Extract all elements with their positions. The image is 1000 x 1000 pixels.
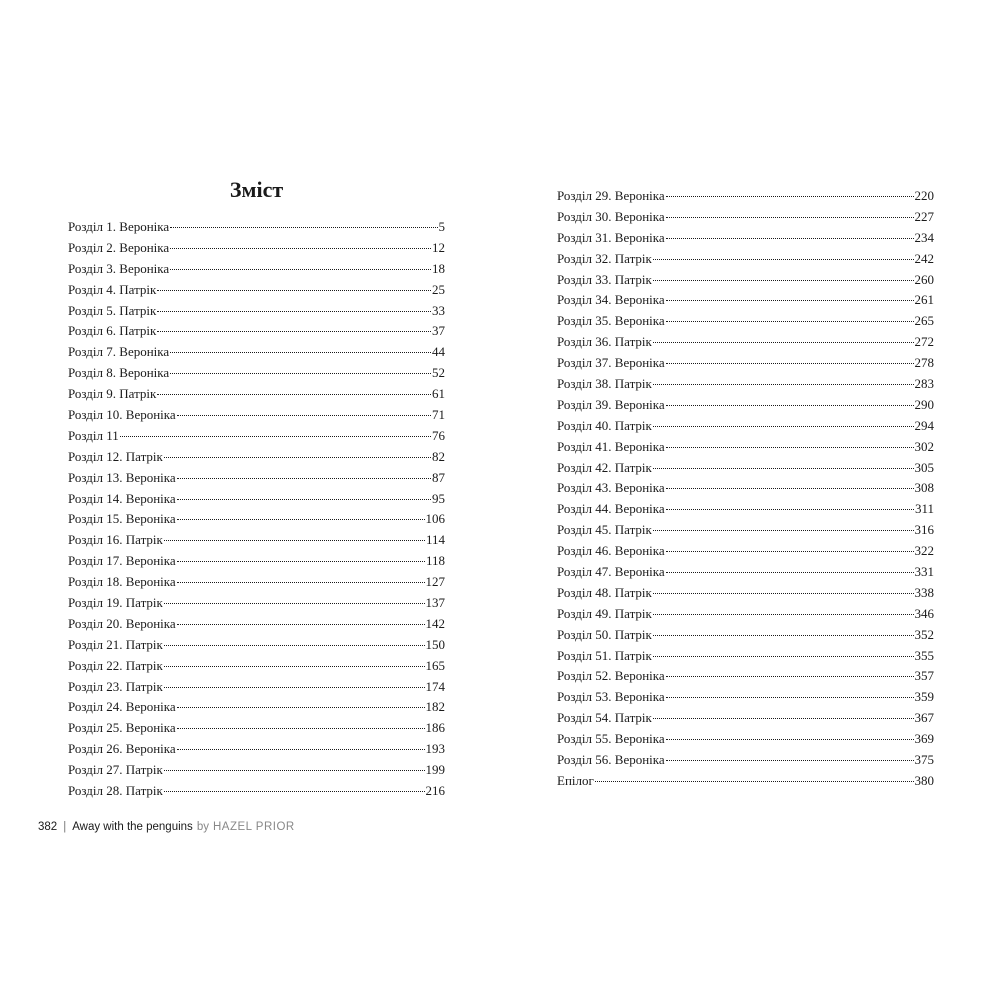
toc-entry-label: Розділ 56. Вероніка <box>557 752 665 768</box>
toc-entry <box>68 635 445 656</box>
toc-dot-leader <box>666 446 914 448</box>
toc-entry <box>68 760 445 781</box>
toc-entry <box>557 416 934 437</box>
toc-entry-page: 357 <box>914 668 934 684</box>
toc-entry <box>68 238 445 259</box>
toc-entry <box>68 259 445 280</box>
toc-dot-leader <box>666 487 914 489</box>
toc-entry <box>557 478 934 499</box>
toc-dot-leader <box>177 518 425 520</box>
toc-entry-label: Розділ 38. Патрік <box>557 376 652 392</box>
toc-entry-page: 322 <box>914 543 934 559</box>
toc-dot-leader <box>653 613 914 615</box>
toc-entry-page: 369 <box>914 731 934 747</box>
toc-entry-label: Розділ 42. Патрік <box>557 459 652 475</box>
toc-dot-leader <box>666 216 914 218</box>
toc-entry-page: 18 <box>432 260 445 276</box>
toc-entry <box>557 583 934 604</box>
toc-entry-page: 352 <box>914 626 934 642</box>
toc-dot-leader <box>177 748 425 750</box>
toc-entry-label: Розділ 45. Патрік <box>557 522 652 538</box>
footer-by: by <box>196 821 209 833</box>
toc-entry-label: Розділ 54. Патрік <box>557 710 652 726</box>
toc-entry-label: Розділ 40. Патрік <box>557 417 652 433</box>
toc-entry-page: 5 <box>438 219 445 234</box>
toc-dot-leader <box>653 717 914 719</box>
toc-entry <box>68 718 445 739</box>
toc-entry-label: Розділ 30. Вероніка <box>557 208 665 224</box>
toc-dot-leader <box>653 258 914 260</box>
toc-entry <box>68 384 445 405</box>
footer-author: HAZEL PRIOR <box>212 821 295 833</box>
toc-entry-page: 186 <box>425 720 445 736</box>
toc-dot-leader <box>653 341 914 343</box>
toc-entry <box>68 447 445 468</box>
toc-entry <box>557 332 934 353</box>
toc-entry <box>557 750 934 771</box>
toc-dot-leader <box>666 362 914 364</box>
toc-entry <box>557 228 934 249</box>
toc-entry-label: Розділ 23. Патрік <box>68 678 163 694</box>
toc-entry-label: Розділ 19. Патрік <box>68 595 163 611</box>
toc-dot-leader <box>177 477 431 479</box>
toc-entry <box>557 499 934 520</box>
toc-entry-label: Розділ 18. Вероніка <box>68 574 176 590</box>
toc-entry-page: 182 <box>425 699 445 715</box>
toc-entry-label: Розділ 49. Патрік <box>557 605 652 621</box>
toc-entry <box>557 646 934 667</box>
toc-entry <box>68 551 445 572</box>
toc-entry-label: Розділ 5. Патрік <box>68 302 157 318</box>
toc-entry-page: 150 <box>425 636 445 652</box>
toc-dot-leader <box>164 665 425 667</box>
toc-entry-page: 294 <box>914 417 934 433</box>
toc-entry <box>68 426 445 447</box>
toc-entry <box>557 270 934 291</box>
toc-entry-label: Розділ 44. Вероніка <box>557 501 665 517</box>
toc-entry <box>68 489 445 510</box>
toc-entry-page: 283 <box>914 376 934 392</box>
toc-entry <box>557 687 934 708</box>
toc-dot-leader <box>164 686 425 688</box>
toc-entry-page: 216 <box>425 783 445 799</box>
toc-dot-leader <box>177 414 431 416</box>
toc-dot-leader <box>177 498 431 500</box>
toc-dot-leader <box>666 299 914 301</box>
toc-dot-leader <box>653 279 914 281</box>
toc-dot-leader <box>653 383 914 385</box>
toc-entry-label: Розділ 27. Патрік <box>68 762 163 778</box>
toc-entry-label: Розділ 34. Вероніка <box>557 292 665 308</box>
toc-entry-label: Епілог <box>557 772 594 788</box>
toc-entry-page: 106 <box>425 511 445 527</box>
toc-entry <box>557 729 934 750</box>
toc-dot-leader <box>157 330 431 332</box>
toc-entry-label: Розділ 26. Вероніка <box>68 741 176 757</box>
toc-entry-page: 137 <box>425 595 445 611</box>
toc-entry-label: Розділ 11 <box>68 427 119 443</box>
toc-entry-page: 220 <box>914 188 934 203</box>
toc-dot-leader <box>666 759 914 761</box>
toc-entry-page: 375 <box>914 752 934 768</box>
toc-dot-leader <box>666 404 914 406</box>
toc-entry-page: 346 <box>914 605 934 621</box>
toc-entry-label: Розділ 15. Вероніка <box>68 511 176 527</box>
toc-dot-leader <box>595 780 914 782</box>
toc-entry-label: Розділ 17. Вероніка <box>68 553 176 569</box>
toc-entry-page: 44 <box>432 344 445 360</box>
toc-entry-page: 305 <box>914 459 934 475</box>
toc-dot-leader <box>666 508 914 510</box>
toc-entry <box>68 509 445 530</box>
toc-entry-label: Розділ 39. Вероніка <box>557 396 665 412</box>
toc-entry-page: 234 <box>914 229 934 245</box>
toc-entry-label: Розділ 16. Патрік <box>68 532 163 548</box>
toc-entry-label: Розділ 12. Патрік <box>68 448 163 464</box>
toc-entry-page: 359 <box>914 689 934 705</box>
toc-entry-page: 82 <box>432 448 445 464</box>
toc-dot-leader <box>666 738 914 740</box>
toc-entry-page: 265 <box>914 313 934 329</box>
toc-entry-label: Розділ 37. Вероніка <box>557 355 665 371</box>
toc-entry-page: 61 <box>432 386 445 402</box>
toc-entry <box>557 458 934 479</box>
toc-dot-leader <box>157 393 431 395</box>
toc-entry-page: 242 <box>914 250 934 266</box>
toc-entry-label: Розділ 13. Вероніка <box>68 469 176 485</box>
toc-entry-page: 25 <box>432 281 445 297</box>
toc-entry <box>557 374 934 395</box>
toc-entry-label: Розділ 33. Патрік <box>557 271 652 287</box>
toc-entry <box>68 405 445 426</box>
toc-entry <box>557 666 934 687</box>
toc-entry-label: Розділ 47. Вероніка <box>557 564 665 580</box>
toc-entry <box>557 311 934 332</box>
toc-entry <box>68 656 445 677</box>
toc-entry-page: 338 <box>914 584 934 600</box>
toc-entry-label: Розділ 21. Патрік <box>68 636 163 652</box>
toc-entry-page: 193 <box>425 741 445 757</box>
toc-entry <box>68 697 445 718</box>
toc-entry-page: 52 <box>432 365 445 381</box>
toc-entry-label: Розділ 55. Вероніка <box>557 731 665 747</box>
toc-dot-leader <box>653 425 914 427</box>
toc-entry-page: 71 <box>432 407 445 423</box>
toc-entry-label: Розділ 51. Патрік <box>557 647 652 663</box>
toc-dot-leader <box>157 310 431 312</box>
toc-entry-label: Розділ 48. Патрік <box>557 584 652 600</box>
footer-separator: | <box>63 821 67 833</box>
toc-entry <box>68 468 445 489</box>
toc-entry-page: 331 <box>914 564 934 580</box>
toc-entry-label: Розділ 7. Вероніка <box>68 344 170 360</box>
toc-dot-leader <box>177 727 425 729</box>
toc-entry-label: Розділ 41. Вероніка <box>557 438 665 454</box>
toc-dot-leader <box>177 581 425 583</box>
toc-entry-page: 12 <box>432 239 445 255</box>
toc-dot-leader <box>164 602 425 604</box>
toc-entry-label: Розділ 6. Патрік <box>68 323 157 339</box>
toc-entry-page: 278 <box>914 355 934 371</box>
toc-entry <box>68 530 445 551</box>
toc-entry-label: Розділ 1. Вероніка <box>68 219 170 234</box>
toc-entry-page: 311 <box>914 501 934 517</box>
toc-entry-page: 87 <box>432 469 445 485</box>
toc-entry <box>557 395 934 416</box>
toc-entry-page: 165 <box>425 657 445 673</box>
toc-dot-leader <box>666 320 914 322</box>
toc-entry-label: Розділ 24. Вероніка <box>68 699 176 715</box>
toc-entry-label: Розділ 25. Вероніка <box>68 720 176 736</box>
toc-dot-leader <box>170 268 431 270</box>
toc-dot-leader <box>177 560 425 562</box>
toc-entry <box>557 708 934 729</box>
toc-entry-label: Розділ 50. Патрік <box>557 626 652 642</box>
toc-entry-page: 33 <box>432 302 445 318</box>
toc-entry <box>68 342 445 363</box>
toc-entry <box>68 677 445 698</box>
toc-entry-page: 76 <box>432 427 445 443</box>
toc-entry-label: Розділ 4. Патрік <box>68 281 157 297</box>
toc-dot-leader <box>653 592 914 594</box>
toc-dot-leader <box>170 372 431 374</box>
toc-dot-leader <box>666 675 914 677</box>
toc-dot-leader <box>157 289 431 291</box>
toc-entry-page: 367 <box>914 710 934 726</box>
toc-entry <box>557 771 934 792</box>
toc-dot-leader <box>666 696 914 698</box>
toc-entry-page: 199 <box>425 762 445 778</box>
toc-entry <box>557 249 934 270</box>
page-title: Зміст <box>229 177 284 202</box>
toc-dot-leader <box>164 790 425 792</box>
toc-entry <box>557 353 934 374</box>
toc-entry-label: Розділ 52. Вероніка <box>557 668 665 684</box>
toc-entry <box>557 562 934 583</box>
toc-entry-label: Розділ 46. Вероніка <box>557 543 665 559</box>
toc-right-column <box>557 186 934 792</box>
toc-entry-page: 114 <box>425 532 445 548</box>
toc-entry <box>557 290 934 311</box>
toc-entry-page: 95 <box>432 490 445 506</box>
toc-entry-label: Розділ 53. Вероніка <box>557 689 665 705</box>
toc-entry-label: Розділ 3. Вероніка <box>68 260 170 276</box>
toc-entry-page: 272 <box>914 334 934 350</box>
toc-entry-page: 142 <box>425 615 445 631</box>
toc-dot-leader <box>164 769 425 771</box>
toc-entry-label: Розділ 32. Патрік <box>557 250 652 266</box>
toc-entry <box>68 614 445 635</box>
toc-entry-page: 290 <box>914 396 934 412</box>
toc-entry-label: Розділ 36. Патрік <box>557 334 652 350</box>
toc-entry-label: Розділ 35. Вероніка <box>557 313 665 329</box>
toc-dot-leader <box>170 226 437 228</box>
toc-entry-label: Розділ 28. Патрік <box>68 783 163 799</box>
toc-dot-leader <box>666 571 914 573</box>
toc-dot-leader <box>653 529 914 531</box>
toc-entry-page: 308 <box>914 480 934 496</box>
toc-entry <box>68 363 445 384</box>
toc-dot-leader <box>666 195 914 197</box>
toc-entry <box>68 217 445 238</box>
toc-entry-label: Розділ 20. Вероніка <box>68 615 176 631</box>
toc-entry-page: 316 <box>914 522 934 538</box>
toc-entry <box>557 437 934 458</box>
toc-dot-leader <box>653 655 914 657</box>
toc-entry <box>557 625 934 646</box>
toc-entry-page: 118 <box>425 553 445 569</box>
toc-dot-leader <box>120 435 431 437</box>
toc-entry <box>557 541 934 562</box>
running-footer <box>38 821 295 833</box>
toc-dot-leader <box>177 706 425 708</box>
toc-dot-leader <box>666 237 914 239</box>
toc-dot-leader <box>653 467 914 469</box>
toc-entry-page: 127 <box>425 574 445 590</box>
toc-entry-label: Розділ 31. Вероніка <box>557 229 665 245</box>
toc-entry <box>557 207 934 228</box>
toc-dot-leader <box>170 247 431 249</box>
toc-entry-page: 227 <box>914 208 934 224</box>
toc-entry <box>68 739 445 760</box>
toc-entry-label: Розділ 43. Вероніка <box>557 480 665 496</box>
toc-entry-page: 380 <box>914 772 934 788</box>
toc-entry-page: 174 <box>425 678 445 694</box>
toc-entry-label: Розділ 8. Вероніка <box>68 365 170 381</box>
footer-book-title: Away with the penguins <box>72 821 193 833</box>
toc-dot-leader <box>164 539 425 541</box>
toc-entry <box>557 186 934 207</box>
toc-dot-leader <box>653 634 914 636</box>
toc-dot-leader <box>164 644 425 646</box>
toc-entry <box>68 781 445 802</box>
toc-entry <box>68 280 445 301</box>
toc-entry-page: 302 <box>914 438 934 454</box>
toc-entry-label: Розділ 22. Патрік <box>68 657 163 673</box>
toc-entry <box>557 520 934 541</box>
toc-entry-page: 37 <box>432 323 445 339</box>
toc-entry-page: 260 <box>914 271 934 287</box>
toc-dot-leader <box>170 351 431 353</box>
toc-entry-page: 355 <box>914 647 934 663</box>
toc-dot-leader <box>164 456 431 458</box>
toc-entry-label: Розділ 29. Вероніка <box>557 188 665 203</box>
toc-left-column <box>68 217 445 802</box>
toc-entry <box>68 593 445 614</box>
toc-dot-leader <box>666 550 914 552</box>
toc-entry-label: Розділ 14. Вероніка <box>68 490 176 506</box>
toc-entry-page: 261 <box>914 292 934 308</box>
footer-page-number: 382 <box>38 821 58 833</box>
toc-dot-leader <box>177 623 425 625</box>
toc-entry-label: Розділ 2. Вероніка <box>68 239 170 255</box>
toc-entry <box>68 572 445 593</box>
toc-entry <box>68 301 445 322</box>
toc-entry <box>557 604 934 625</box>
toc-entry-label: Розділ 9. Патрік <box>68 386 157 402</box>
toc-entry <box>68 321 445 342</box>
toc-entry-label: Розділ 10. Вероніка <box>68 407 176 423</box>
